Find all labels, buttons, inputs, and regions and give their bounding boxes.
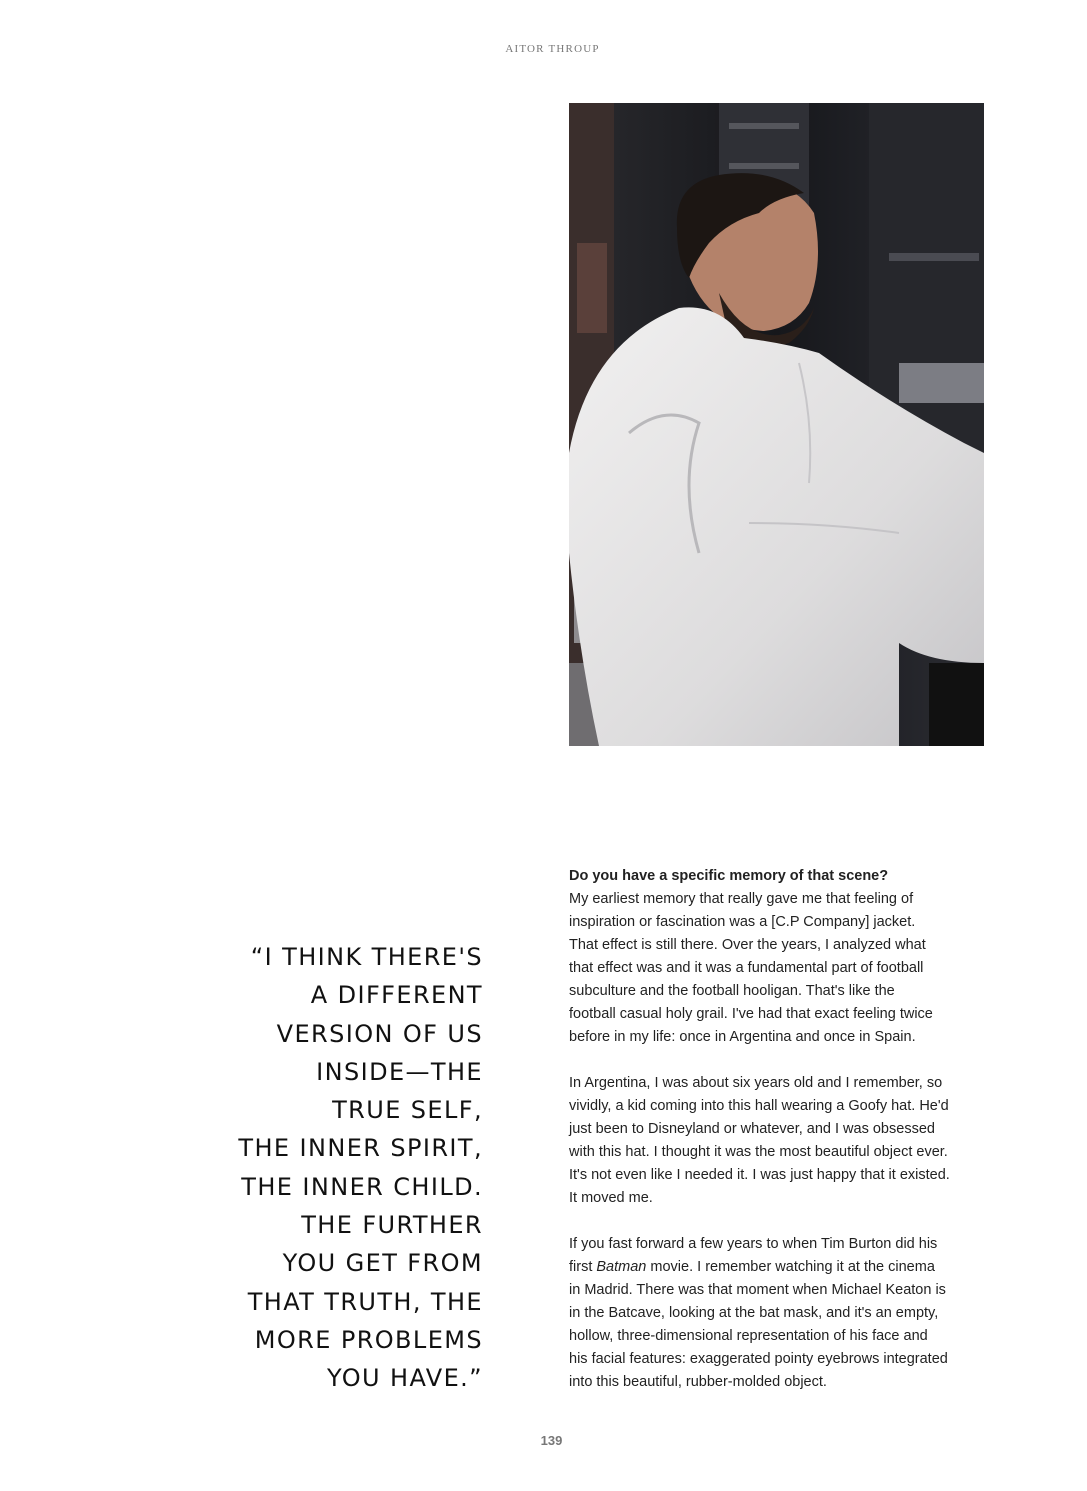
- text-fragment: first: [569, 1259, 597, 1275]
- text-line: in Madrid. There was that moment when Michael Keaton is: [569, 1282, 946, 1298]
- text-line: just been to Disneyland or whatever, and I was obsessed: [569, 1121, 935, 1137]
- pull-quote-line: VERSION OF US: [276, 1019, 483, 1048]
- text-line: with this hat. I thought it was the most beautiful object ever.: [569, 1144, 948, 1160]
- paragraph-3: [569, 1233, 989, 1394]
- pull-quote-line: THE INNER CHILD.: [241, 1172, 483, 1201]
- pull-quote-line: THE INNER SPIRIT,: [238, 1134, 483, 1163]
- text-line: That effect is still there. Over the years, I analyzed what: [569, 937, 926, 953]
- page-number: 139: [540, 1433, 563, 1448]
- text-line: It moved me.: [569, 1190, 653, 1206]
- portrait-photo: [569, 103, 984, 746]
- interview-question: Do you have a specific memory of that scene?: [569, 868, 889, 884]
- text-line: before in my life: once in Argentina and once in Spain.: [569, 1029, 916, 1045]
- pull-quote-line: YOU GET FROM: [282, 1249, 483, 1278]
- text-line: into this beautiful, rubber-molded object.: [569, 1374, 827, 1390]
- pull-quote-line: THE FURTHER: [301, 1211, 483, 1240]
- pull-quote-line: “I THINK THERE'S: [250, 943, 483, 971]
- pull-quote: [180, 938, 483, 1398]
- text-line: My earliest memory that really gave me that feeling of: [569, 891, 914, 907]
- text-line: inspiration or fascination was a [C.P Company] jacket.: [569, 914, 916, 930]
- text-line: that effect was and it was a fundamental part of football: [569, 960, 924, 976]
- text-line: It's not even like I needed it. I was just happy that it existed.: [569, 1167, 950, 1183]
- pull-quote-line: A DIFFERENT: [310, 981, 483, 1010]
- text-line: If you fast forward a few years to when Tim Burton did his: [569, 1236, 938, 1252]
- pull-quote-line: YOU HAVE.”: [326, 1364, 483, 1393]
- text-line: [569, 1256, 989, 1279]
- pull-quote-line: MORE PROBLEMS: [254, 1325, 483, 1354]
- text-line: in the Batcave, looking at the bat mask, and it's an empty,: [569, 1305, 939, 1321]
- text-line: hollow, three-dimensional representation of his face and: [569, 1328, 928, 1344]
- pull-quote-line: THAT TRUTH, THE: [247, 1287, 483, 1316]
- portrait-illustration: [569, 103, 984, 746]
- text-line: his facial features: exaggerated pointy eyebrows integrated: [569, 1351, 948, 1367]
- text-line: football casual holy grail. I've had that exact feeling twice: [569, 1006, 933, 1022]
- running-head: AITOR THROUP: [505, 43, 600, 55]
- article-body: [569, 865, 989, 1417]
- text-fragment: movie. I remember watching it at the cinema: [646, 1259, 935, 1275]
- film-title: Batman: [596, 1259, 647, 1275]
- text-line: In Argentina, I was about six years old and I remember, so: [569, 1075, 943, 1091]
- pull-quote-line: TRUE SELF,: [332, 1096, 483, 1125]
- pull-quote-line: INSIDE—THE: [316, 1057, 483, 1086]
- text-line: subculture and the football hooligan. That's like the: [569, 983, 895, 999]
- paragraph-1: [569, 865, 989, 1049]
- text-line: vividly, a kid coming into this hall wearing a Goofy hat. He'd: [569, 1098, 949, 1114]
- paragraph-2: [569, 1072, 989, 1210]
